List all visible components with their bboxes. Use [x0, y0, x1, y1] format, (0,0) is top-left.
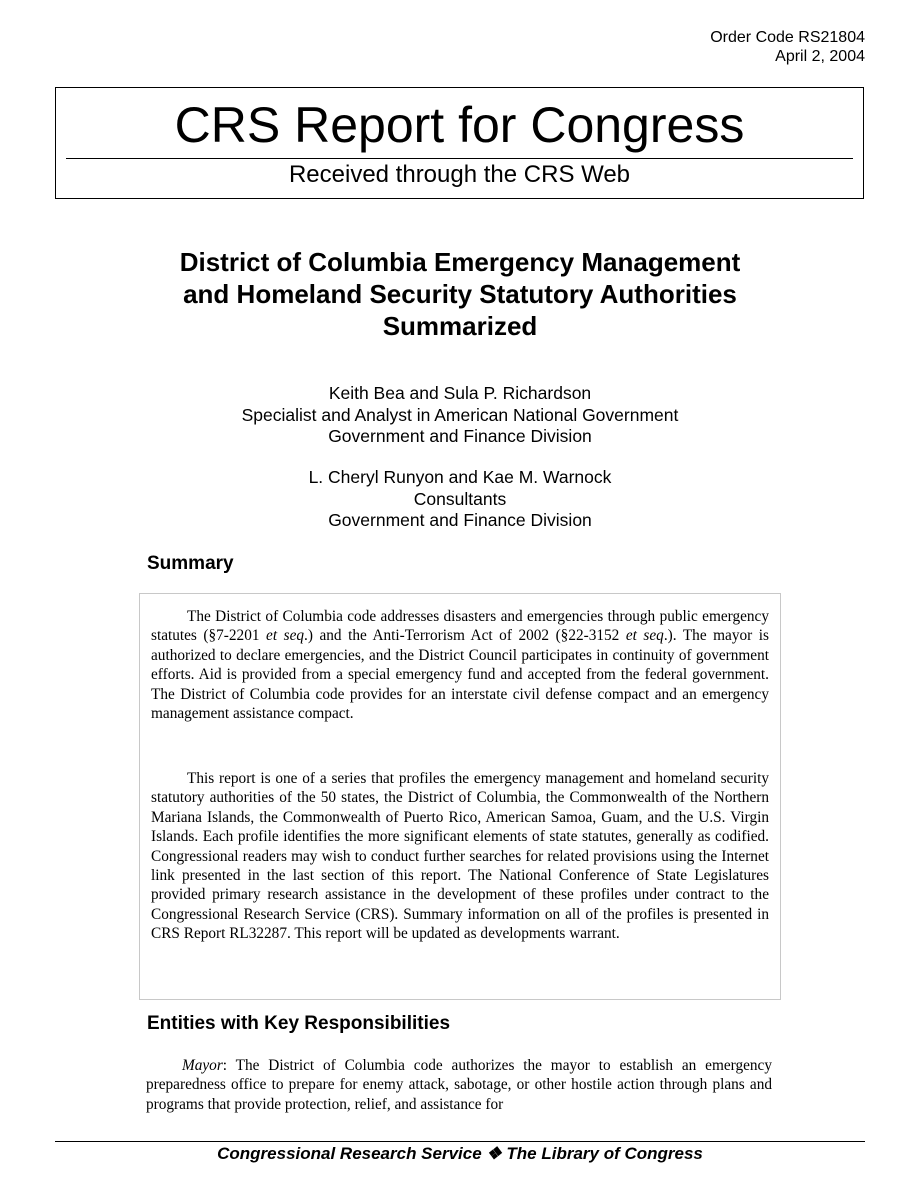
- banner-title: CRS Report for Congress: [174, 97, 745, 153]
- summary-text: This report is one of a series that profiles the emergency management and homeland security statutory authorities of the 50 states, the District of Columbia, the Commonwealth of the Northern Mariana Islands, the Commonwealth of Puerto Rico, American Samoa, Guam, and the U.S. Virgin Islands. Each profile identifies the more significant elements of state statutes, generally as codified. Congressional readers may wish to conduct further searches for related provisions using the Internet link presented in the last section of this report. The National Conference of State Legislatures provided primary research assistance in the development of these profiles under contract to the Congressional Research Service (CRS). Summary information on all of the profiles is presented in CRS Report RL32287. This report will be updated as developments warrant.: [151, 770, 769, 943]
- author-names: Keith Bea and Sula P. Richardson: [328, 383, 592, 403]
- author-division: Government and Finance Division: [328, 426, 592, 446]
- summary-text: .) and the Anti-Terrorism Act of 2002 (§22-3152: [304, 627, 626, 645]
- entities-text: : The District of Columbia code authorizes the mayor to establish an emergency preparedness office to prepare for enemy attack, sabotage, or other hostile action through plans and programs that provide protection, relief, and assistance for: [146, 1057, 772, 1113]
- banner-subtitle: Received through the CRS Web: [288, 161, 631, 188]
- title-line: and Homeland Security Statutory Authorities: [183, 279, 737, 309]
- summary-paragraph: [151, 769, 769, 944]
- crs-banner: [55, 87, 864, 199]
- summary-paragraph: [151, 607, 769, 723]
- entity-lead: Mayor: [182, 1057, 223, 1074]
- footer-divider: [55, 1141, 865, 1142]
- order-code: Order Code RS21804: [710, 29, 865, 46]
- author-names: L. Cheryl Runyon and Kae M. Warnock: [308, 467, 612, 487]
- italic-term: et seq: [625, 627, 664, 645]
- document-title: [100, 246, 820, 342]
- footer-left: Congressional Research Service: [217, 1144, 482, 1163]
- title-line: District of Columbia Emergency Management: [179, 247, 741, 277]
- entities-heading: Entities with Key Responsibilities: [147, 1013, 451, 1034]
- entities-paragraph: [146, 1056, 772, 1114]
- author-group: [100, 383, 820, 448]
- summary-text: .). The mayor is authorized to declare emergencies, and the District Council participates in continuity of government efforts. Aid is provided from a special emergency fund and accepted from the federal government. The District of Columbia code provides for an interstate civil defense compact and an emergency management assistance compact.: [151, 627, 769, 723]
- author-group: [100, 467, 820, 532]
- diamond-separator-icon: ❖: [486, 1144, 502, 1163]
- author-role: Specialist and Analyst in American National Government: [241, 404, 679, 425]
- italic-term: et seq: [266, 627, 305, 645]
- banner-divider: [66, 158, 853, 159]
- footer-right: The Library of Congress: [506, 1144, 703, 1163]
- summary-text: The District of Columbia code addresses disasters and emergencies through public emergency statutes (§7-2201: [151, 608, 769, 645]
- title-line: Summarized: [382, 311, 538, 341]
- order-code-block: [710, 28, 865, 66]
- author-role: Consultants: [413, 488, 507, 509]
- footer: [0, 1144, 920, 1164]
- author-division: Government and Finance Division: [328, 510, 592, 530]
- summary-heading: Summary: [147, 553, 234, 574]
- report-date: April 2, 2004: [775, 48, 865, 65]
